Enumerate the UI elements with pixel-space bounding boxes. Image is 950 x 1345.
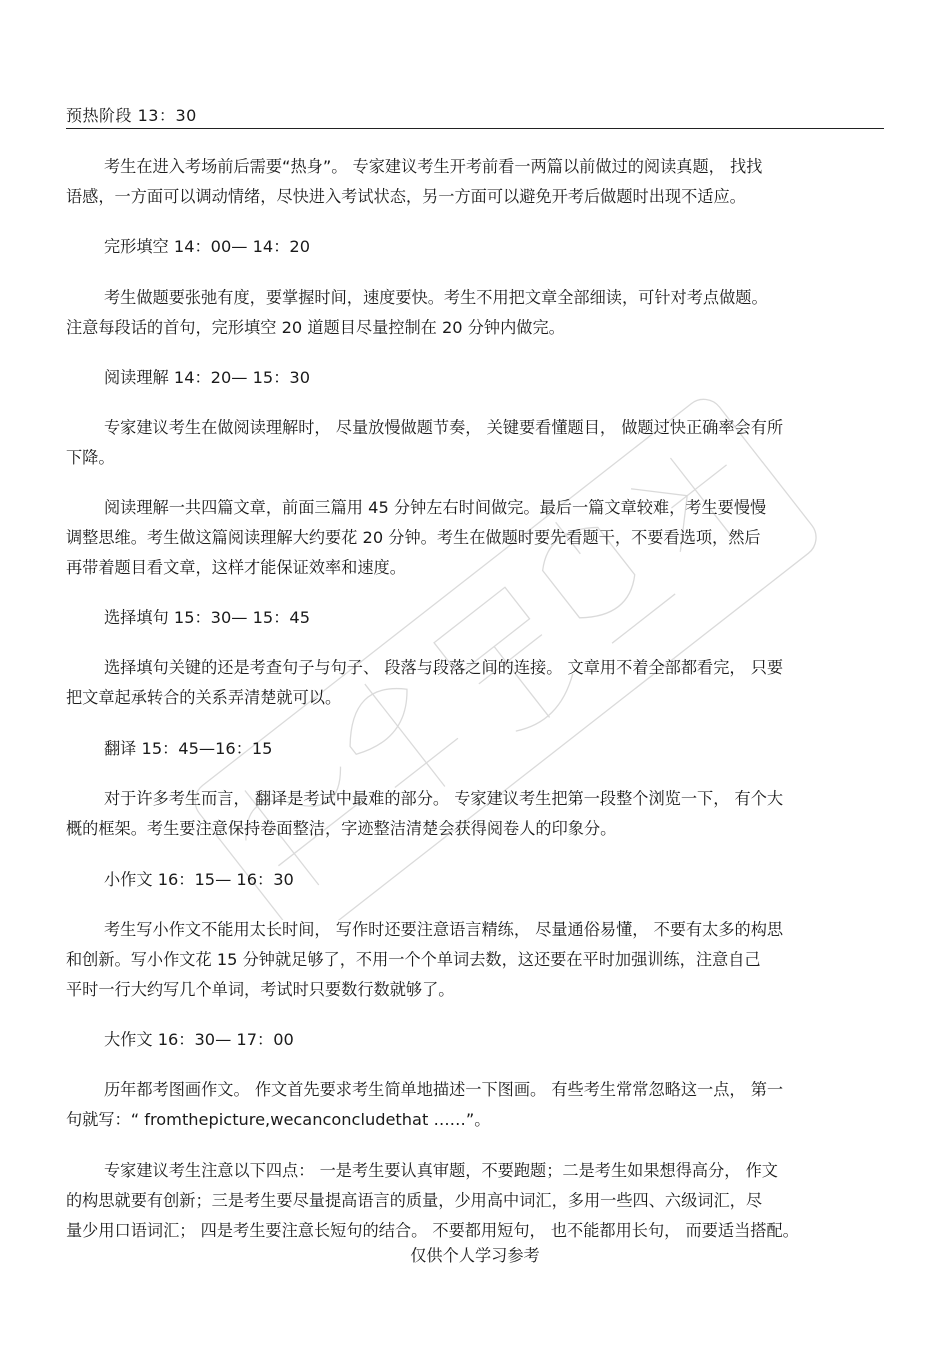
stage-heading-short-essay: 小作文 16：15— 16：30 bbox=[104, 870, 294, 889]
stage-heading-long-essay: 大作文 16：30— 17：00 bbox=[104, 1030, 294, 1049]
paragraph-line: 语感，一方面可以调动情绪，尽快进入考试状态，另一方面可以避免开考后做题时出现不适应。 bbox=[66, 187, 746, 206]
stage-heading-cloze: 完形填空 14：00— 14：20 bbox=[104, 237, 310, 256]
paragraph-line: 把文章起承转合的关系弄清楚就可以。 bbox=[66, 688, 342, 707]
paragraph-sentence-fill bbox=[66, 653, 884, 713]
paragraph-line: 选择填句关键的还是考查句子与句子、 段落与段落之间的连接。 文章用不着全部都看完， 只要 bbox=[104, 658, 784, 677]
paragraph-line: 历年都考图画作文。 作文首先要求考生简单地描述一下图画。 有些考生常常忽略这一点， 第一 bbox=[104, 1080, 784, 1099]
paragraph-line: 句就写：“ fromthepicture,wecanconcludethat ……”。 bbox=[66, 1110, 491, 1129]
paragraph-reading-advice bbox=[66, 413, 884, 473]
paragraph-cloze bbox=[66, 283, 884, 343]
paragraph-line: 和创新。写小作文花 15 分钟就足够了，不用一个个单词去数，这还要在平时加强训练，注意自己 bbox=[66, 950, 761, 969]
paragraph-line: 专家建议考生在做阅读理解时， 尽量放慢做题节奏， 关键要看懂题目， 做题过快正确率会有所 bbox=[104, 418, 784, 437]
paragraph-warmup bbox=[66, 152, 884, 212]
stage-heading-warmup: 预热阶段 13：30 bbox=[66, 106, 197, 125]
stage-heading-translation: 翻译 15：45—16：15 bbox=[104, 739, 273, 758]
paragraph-line: 平时一行大约写几个单词，考试时只要数行数就够了。 bbox=[66, 980, 455, 999]
paragraph-line: 概的框架。考生要注意保持卷面整洁，字迹整洁清楚会获得阅卷人的印象分。 bbox=[66, 819, 617, 838]
stage-heading-reading: 阅读理解 14：20— 15：30 bbox=[104, 368, 310, 387]
paragraph-line: 量少用口语词汇； 四是考生要注意长短句的结合。 不要都用短句， 也不能都用长句， 而要适当搭配。 bbox=[66, 1221, 799, 1240]
paragraph-line: 考生在进入考场前后需要“热身”。 专家建议考生开考前看一两篇以前做过的阅读真题， 找找 bbox=[104, 157, 763, 176]
paragraph-line: 调整思维。考生做这篇阅读理解大约要花 20 分钟。考生在做题时要先看题干，不要看选项，然后 bbox=[66, 528, 761, 547]
paragraph-short-essay bbox=[66, 915, 884, 1005]
page-footer: 仅供个人学习参考 bbox=[410, 1246, 540, 1265]
stage-heading-sentence-fill: 选择填句 15：30— 15：45 bbox=[104, 608, 310, 627]
header-divider bbox=[66, 128, 884, 129]
paragraph-line: 考生写小作文不能用太长时间， 写作时还要注意语言精练， 尽量通俗易懂， 不要有太多的构思 bbox=[104, 920, 784, 939]
paragraph-line: 注意每段话的首句，完形填空 20 道题目尽量控制在 20 分钟内做完。 bbox=[66, 318, 565, 337]
paragraph-line: 考生做题要张弛有度，要掌握时间，速度要快。考生不用把文章全部细读，可针对考点做题。 bbox=[104, 288, 768, 307]
paragraph-expert-tips bbox=[66, 1156, 884, 1246]
paragraph-line: 再带着题目看文章，这样才能保证效率和速度。 bbox=[66, 558, 406, 577]
paragraph-line: 阅读理解一共四篇文章，前面三篇用 45 分钟左右时间做完。最后一篇文章较难，考生要慢慢 bbox=[104, 498, 767, 517]
paragraph-line: 下降。 bbox=[66, 448, 115, 467]
paragraph-line: 对于许多考生而言， 翻译是考试中最难的部分。 专家建议考生把第一段整个浏览一下， 有个大 bbox=[104, 789, 784, 808]
paragraph-line: 的构思就要有创新；三是考生要尽量提高语言的质量，少用高中词汇，多用一些四、六级词汇，尽 bbox=[66, 1191, 763, 1210]
paragraph-reading-detail bbox=[66, 493, 884, 583]
paragraph-translation bbox=[66, 784, 884, 844]
paragraph-long-essay bbox=[66, 1075, 884, 1135]
paragraph-line: 专家建议考生注意以下四点： 一是考生要认真审题，不要跑题；二是考生如果想得高分， 作文 bbox=[104, 1161, 778, 1180]
